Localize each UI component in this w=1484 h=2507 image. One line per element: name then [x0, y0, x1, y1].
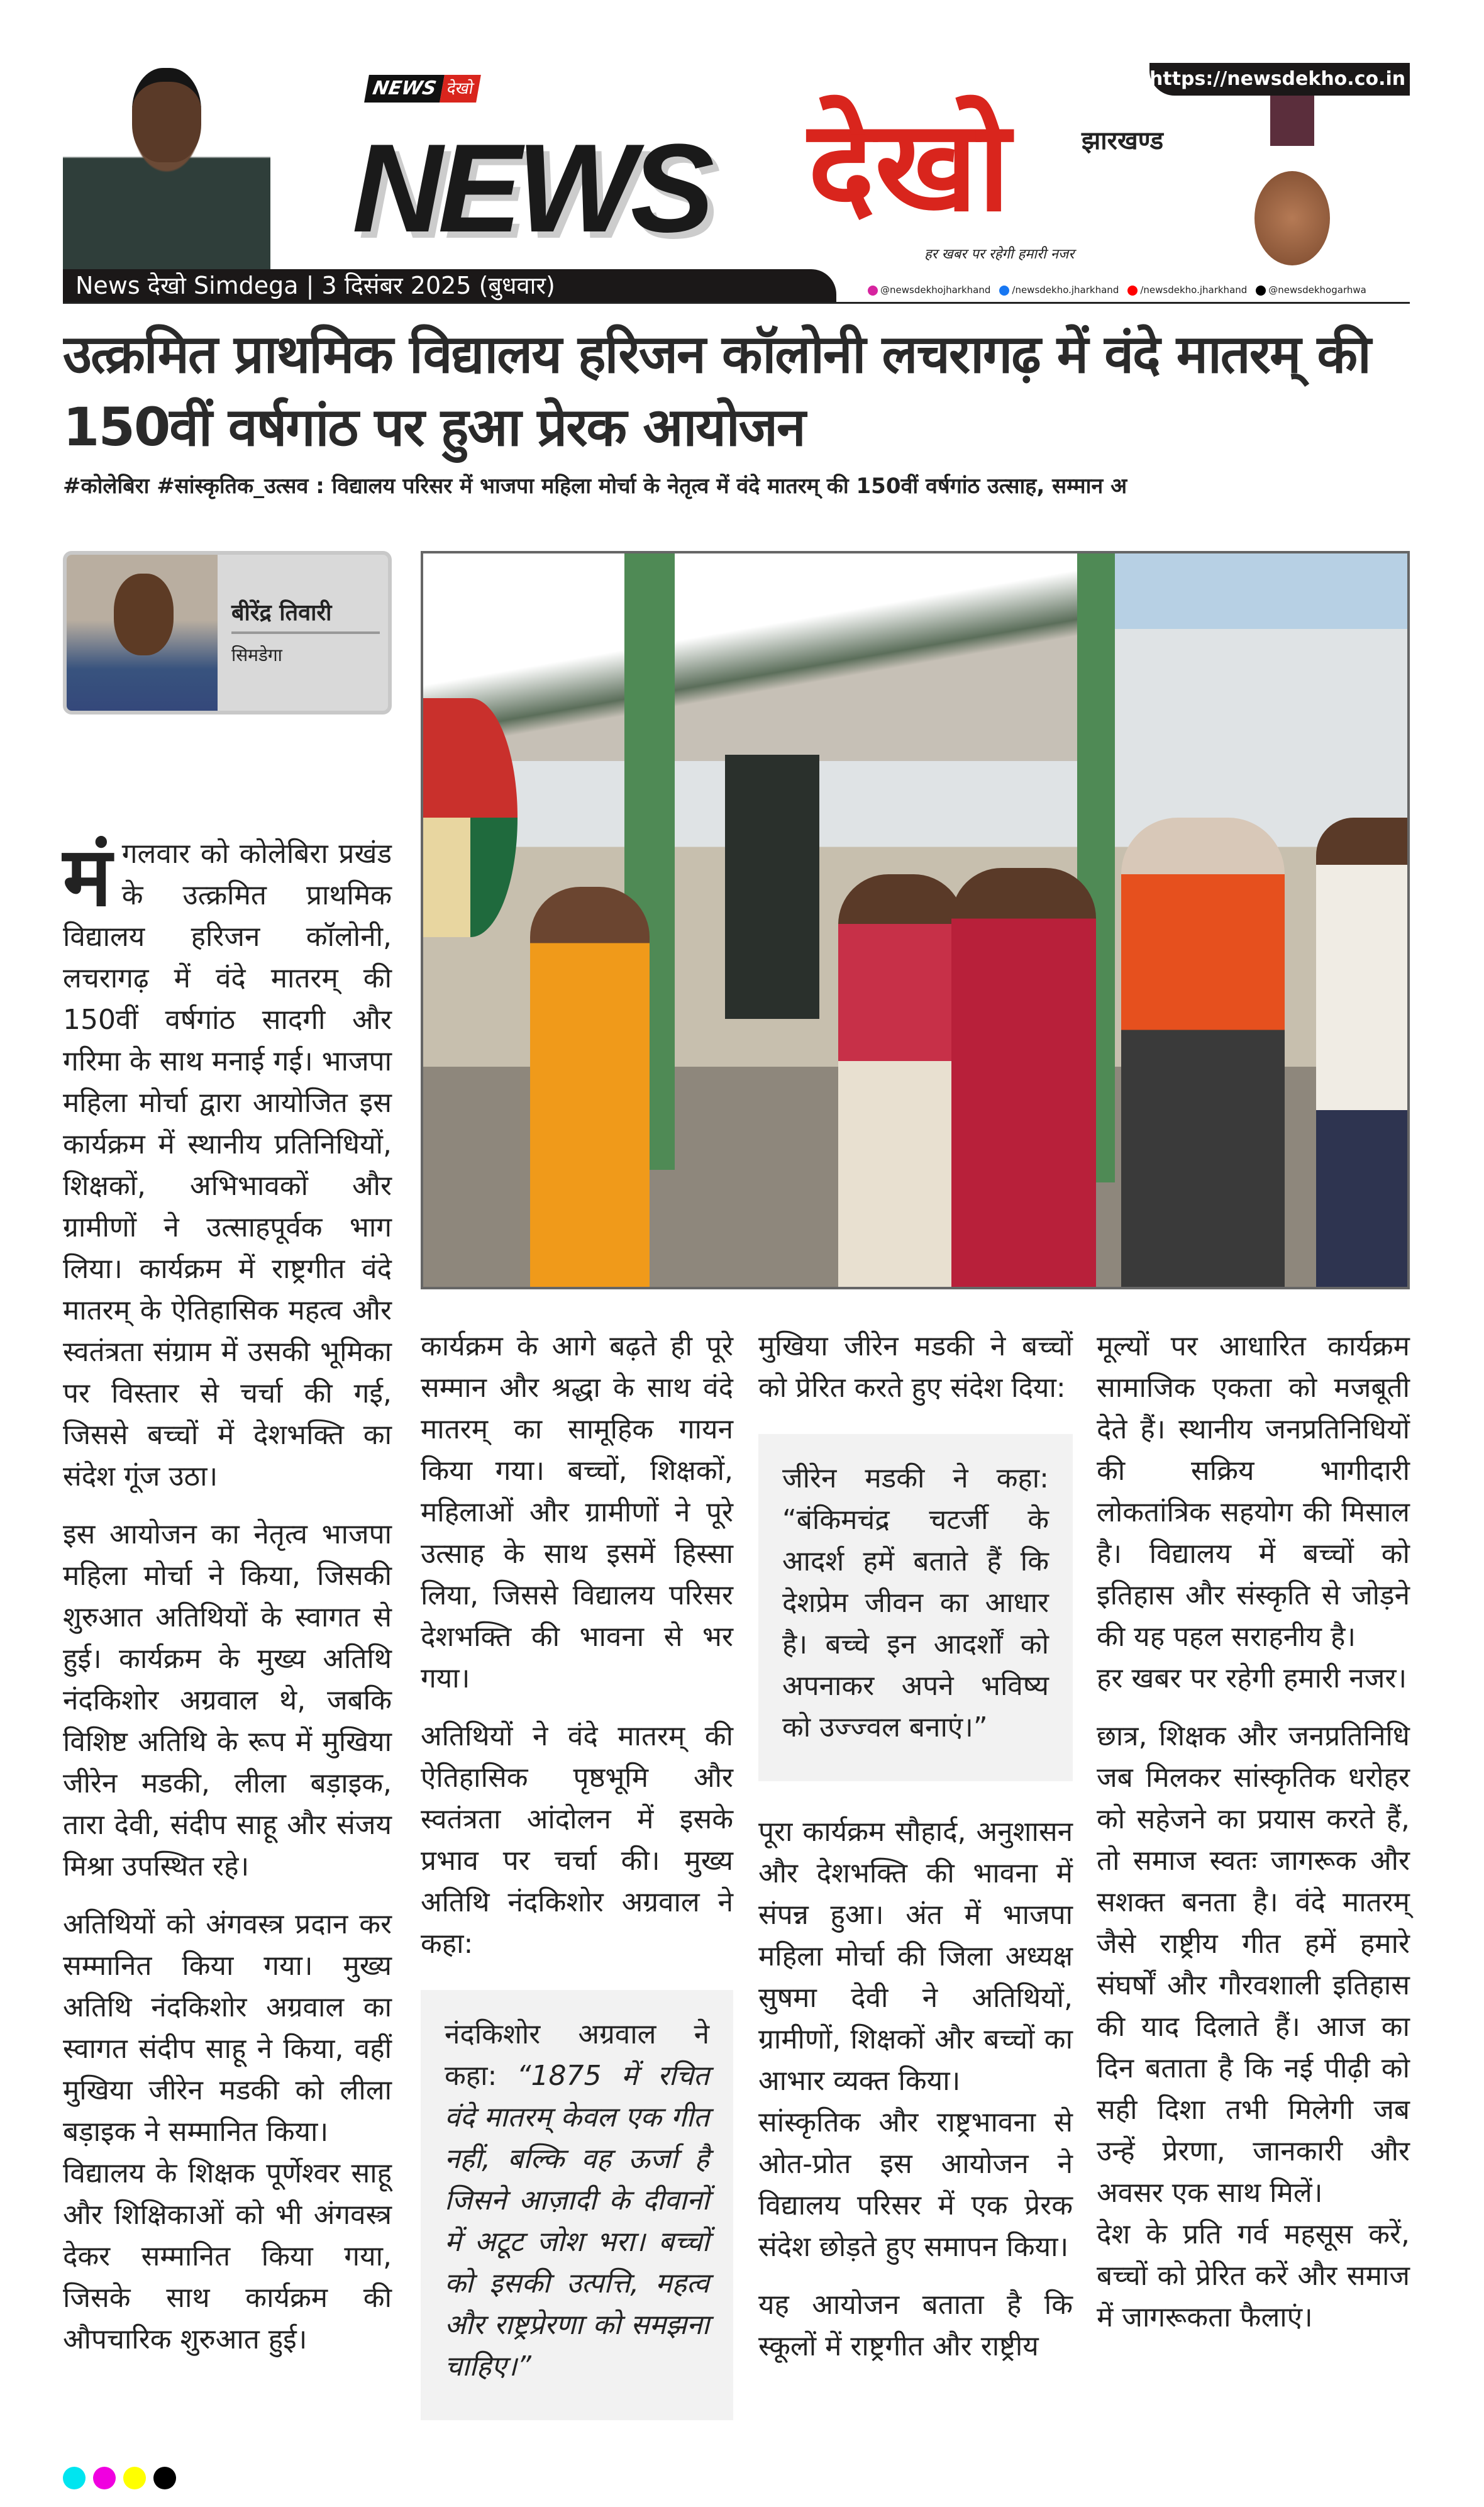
- author-photo: [67, 555, 218, 714]
- cmyk-registration-dots: [63, 2467, 176, 2489]
- paragraph: मूल्यों पर आधारित कार्यक्रम सामाजिक एकता को मजबूती देते हैं। स्थानीय जनप्रतिनिधियों की सक्रिय भागीदारी लोकतांत्रिक सहयोग की मिसाल है। विद्यालय में बच्चों को इतिहास और संस्कृति से जोड़ने की यह पहल सराहनीय है।: [1097, 1330, 1410, 1653]
- article-photo: [421, 551, 1410, 1289]
- logo-badge: [367, 74, 479, 103]
- author-place: सिमडेगा: [231, 645, 282, 665]
- logo-news: NEWS: [352, 118, 709, 258]
- column-4: [1097, 1326, 1410, 2338]
- drop-cap: मं: [63, 829, 112, 925]
- magenta-dot: [93, 2467, 116, 2489]
- paragraph: विद्यालय के शिक्षक पूर्णेश्वर साहू और शिक्षिकाओं को भी अंगवस्त्र देकर सम्मानित किया गया, जिसके साथ कार्यक्रम की औपचारिक शुरुआत हुई।: [63, 2157, 392, 2355]
- social-links: [868, 284, 1366, 296]
- social-x[interactable]: @newsdekhogarhwa: [1256, 284, 1366, 296]
- black-dot: [153, 2467, 176, 2489]
- pull-quote: जीरेन मडकी ने कहा: “बंकिमचंद्र चटर्जी के आदर्श हमें बताते हैं कि देशप्रेम जीवन का आधार है। बच्चे इन आदर्शों को अपनाकर अपने भविष्य को उज्ज्वल बनाएं।”: [758, 1434, 1073, 1781]
- header-divider: [63, 302, 1410, 304]
- author-name: बीरेंद्र तिवारी: [231, 600, 332, 626]
- column-2: [421, 1326, 733, 2450]
- website-url[interactable]: https://newsdekho.co.in: [1149, 63, 1410, 96]
- headline: उत्क्रमित प्राथमिक विद्यालय हरिजन कॉलोनी लचरागढ़ में वंदे मातरम् की 150वीं वर्षगांठ पर हुआ प्रेरक आयोजन: [63, 323, 1370, 458]
- logo-badge-news: NEWS: [364, 75, 445, 103]
- column-3: [758, 1326, 1073, 2367]
- paragraph: अतिथियों ने वंदे मातरम् की ऐतिहासिक पृष्ठभूमि और स्वतंत्रता आंदोलन में इसके प्रभाव पर चर्चा की। मुख्य अतिथि नंदकिशोर अग्रवाल ने कहा:: [421, 1720, 733, 1960]
- cyan-dot: [63, 2467, 86, 2489]
- instagram-icon: [868, 286, 878, 296]
- youtube-icon: [1127, 286, 1138, 296]
- x-icon: [1256, 286, 1266, 296]
- social-facebook[interactable]: /newsdekho.jharkhand: [999, 284, 1119, 296]
- portrait-photo: [63, 63, 270, 270]
- social-youtube[interactable]: /newsdekho.jharkhand: [1127, 284, 1247, 296]
- yellow-dot: [123, 2467, 146, 2489]
- paragraph: मुखिया जीरेन मडकी ने बच्चों को प्रेरित करते हुए संदेश दिया:: [758, 1330, 1073, 1404]
- logo-state: झारखण्ड: [1082, 126, 1164, 155]
- logo-tagline: हर खबर पर रहेगी हमारी नजर: [924, 247, 1075, 262]
- pull-quote: नंदकिशोर अग्रवाल ने कहा: “1875 में रचित वंदे मातरम् केवल एक गीत नहीं, बल्कि वह ऊर्जा है जिसने आज़ादी के दीवानों में अटूट जोश भरा। बच्चों को इसकी उत्पत्ति, महत्व और राष्ट्रप्रेरणा को समझना चाहिए।”: [421, 1990, 733, 2420]
- paragraph: देश के प्रति गर्व महसूस करें, बच्चों को प्रेरित करें और समाज में जागरूकता फैलाएं।: [1097, 2218, 1410, 2333]
- paragraph: पूरा कार्यक्रम सौहार्द, अनुशासन और देशभक्ति की भावना में संपन्न हुआ। अंत में भाजपा महिला मोर्चा की जिला अध्यक्ष सुषमा देवी ने अतिथियों, ग्रामीणों, शिक्षकों और बच्चों का आभार व्यक्त किया।: [758, 1816, 1073, 2097]
- kicker: #कोलेबिरा #सांस्कृतिक_उत्सव : विद्यालय परिसर में भाजपा महिला मोर्चा के नेतृत्व में वंदे मातरम् की 150वीं वर्षगांठ उत्साह, सम्मान अ: [63, 474, 1127, 499]
- medal-icon: [1248, 96, 1336, 272]
- paragraph: हर खबर पर रहेगी हमारी नजर।: [1097, 1662, 1407, 1694]
- paragraph: कार्यक्रम के आगे बढ़ते ही पूरे सम्मान और श्रद्धा के साथ वंदे मातरम् का सामूहिक गायन किया गया। बच्चों, शिक्षकों, महिलाओं और ग्रामीणों ने पूरे उत्साह के साथ इसमें हिस्सा लिया, जिससे विद्यालय परिसर देशभक्ति की भावना से भर गया।: [421, 1330, 733, 1694]
- paragraph: यह आयोजन बताता है कि स्कूलों में राष्ट्रगीत और राष्ट्रीय: [758, 2289, 1073, 2362]
- facebook-icon: [999, 286, 1009, 296]
- social-instagram[interactable]: @newsdekhojharkhand: [868, 284, 990, 296]
- logo-dekho: देखो: [808, 93, 1011, 240]
- paragraph: सांस्कृतिक और राष्ट्रभावना से ओत-प्रोत इस आयोजन ने विद्यालय परिसर में एक प्रेरक संदेश छोड़ते हुए समापन किया।: [758, 2106, 1073, 2263]
- logo-badge-dekho: देखो: [440, 75, 481, 103]
- paragraph: छात्र, शिक्षक और जनप्रतिनिधि जब मिलकर सांस्कृतिक धरोहर को सहेजने का प्रयास करते हैं, तो समाज स्वतः जागरूक और सशक्त बनता है। वंदे मातरम् जैसे राष्ट्रीय गीत हमें हमारे संघर्षों और गौरवशाली इतिहास की याद दिलाते हैं। आज का दिन बताता है कि नई पीढ़ी को सही दिशा तभी मिलेगी जब उन्हें प्रेरणा, जानकारी और अवसर एक साथ मिलें।: [1097, 1720, 1410, 2209]
- paragraph: अतिथियों को अंगवस्त्र प्रदान कर सम्मानित किया गया। मुख्य अतिथि नंदकिशोर अग्रवाल का स्वागत संदीप साहू ने किया, वहीं मुखिया जीरेन मडकी को लीला बड़ाइक ने सम्मानित किया।: [63, 1908, 392, 2148]
- paragraph: मंगलवार को कोलेबिरा प्रखंड के उत्क्रमित प्राथमिक विद्यालय हरिजन कॉलोनी, लचरागढ़ में वंदे मातरम् की 150वीं वर्षगांठ सादगी और गरिमा के साथ मनाई गई। भाजपा महिला मोर्चा द्वारा आयोजित इस कार्यक्रम में स्थानीय प्रतिनिधियों, शिक्षकों, अभिभावकों और ग्रामीणों ने उत्साहपूर्वक भाग लिया। कार्यक्रम में राष्ट्रगीत वंदे मातरम् के ऐतिहासिक महत्व और स्वतंत्रता संग्राम में उसकी भूमिका पर विस्तार से चर्चा की गई, जिससे बच्चों में देशभक्ति का संदेश गूंज उठा।: [63, 829, 392, 1493]
- date-bar: News देखो Simdega | 3 दिसंबर 2025 (बुधवार): [63, 269, 836, 302]
- title-block: [63, 318, 1410, 548]
- column-1: [63, 829, 392, 2360]
- paragraph: इस आयोजन का नेतृत्व भाजपा महिला मोर्चा ने किया, जिसकी शुरुआत अतिथियों के स्वागत से हुई। कार्यक्रम के मुख्य अतिथि नंदकिशोर अग्रवाल थे, जबकि विशिष्ट अतिथि के रूप में मुखिया जीरेन मडकी, लीला बड़ाइक, तारा देवी, संदीप साहू और संजय मिश्रा उपस्थित रहे।: [63, 1518, 392, 1882]
- author-box: [63, 551, 392, 714]
